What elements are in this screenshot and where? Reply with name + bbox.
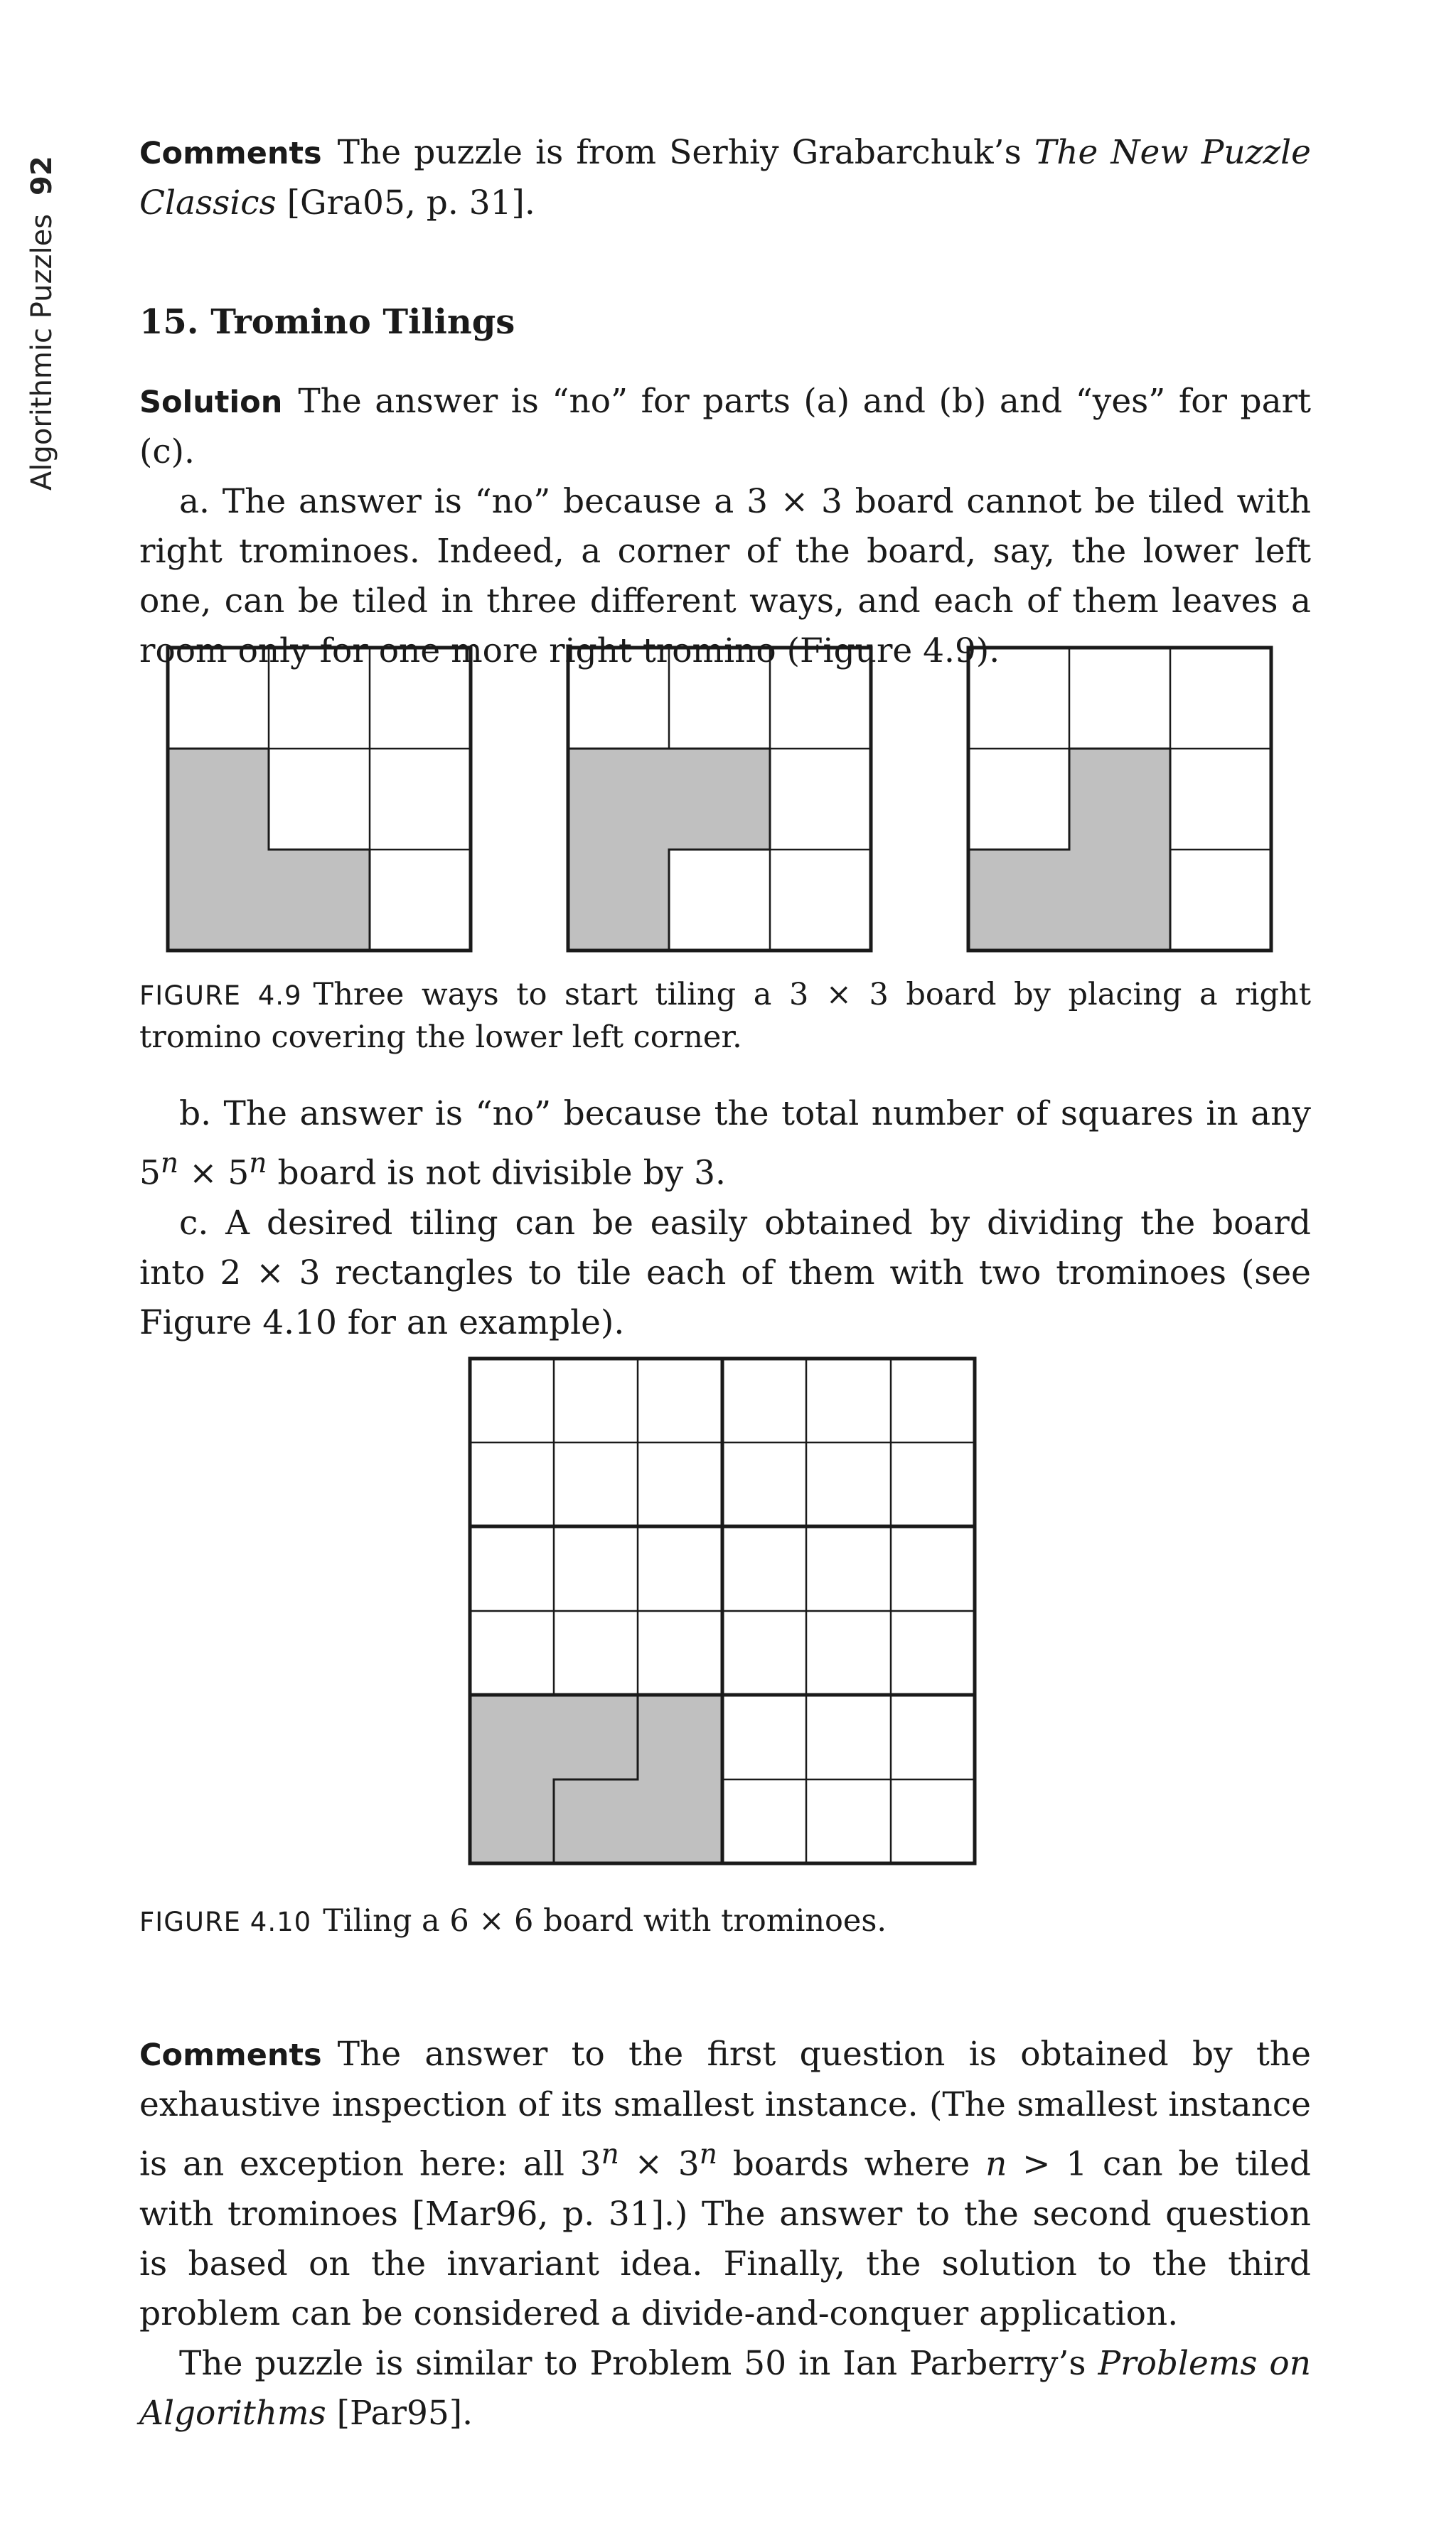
running-header — [26, 156, 58, 491]
part-c: c. A desired tiling can be easily obtained by dividing the board into 2 × 3 rectangles to tile each of them with two trominoes (see Figure 4.10 for an example). — [139, 1203, 1311, 1342]
part-b-text: × 5 — [178, 1153, 250, 1193]
board-1 — [168, 648, 471, 951]
comments-citation: [Gra05, p. 31]. — [276, 183, 535, 223]
section-title: Tromino Tilings — [210, 302, 515, 342]
comments-text: > 1 can be tiled with trominoes [Mar96, p. 31].) The answer to the second question is based on the invariant idea. Finally, the solution to the third problem can be considered a divide-and-conquer application. — [139, 2144, 1311, 2333]
part-b-text: b. The answer is “no” because the total number of squares in any 5 — [139, 1094, 1311, 1193]
bottom-comments — [139, 2030, 1311, 2438]
part-b-text: board is not divisible by 3. — [267, 1153, 726, 1193]
figure-caption-text: Tiling a 6 × 6 board with trominoes. — [323, 1903, 887, 1939]
figure-label: FIGURE 4.9 — [139, 980, 302, 1011]
part-b-exponent: n — [249, 1147, 267, 1179]
figure-4-10 — [466, 1354, 985, 1873]
book-title: Problems on Algorithms — [139, 2343, 1311, 2433]
solution-label: Solution — [139, 385, 283, 420]
part-b-exponent: n — [160, 1147, 179, 1179]
comments-text: The answer to the first question is obtained by the exhaustive inspection of its smallest instance. (The smallest instance is an exception here: all 3 — [139, 2035, 1311, 2184]
top-comments — [139, 128, 1311, 228]
solution-intro: The answer is “no” for parts (a) and (b) and “yes” for part (c). — [139, 382, 1311, 471]
comments-text: The puzzle is from Serhiy Grabarchuk’s — [337, 133, 1034, 172]
parts-b-c — [139, 1089, 1311, 1348]
exponent: n — [699, 2138, 717, 2170]
variable-n: n — [985, 2144, 1007, 2184]
figure-4-9 — [164, 643, 1315, 963]
part-a: a. The answer is “no” because a 3 × 3 board cannot be tiled with right trominoes. Indeed, a corner of the board, say, the lower left one, can be tiled in three different ways, and each of them leaves a room only for one more right tromino (Figure 4.9). — [139, 482, 1311, 670]
comments-citation: [Par95]. — [326, 2393, 473, 2433]
section-heading — [139, 302, 1311, 342]
solution-block — [139, 377, 1311, 676]
exponent: n — [601, 2138, 619, 2170]
comments-text: × 3 — [619, 2144, 700, 2184]
page-number: 92 — [26, 156, 58, 196]
comments-text: boards where — [717, 2144, 986, 2184]
section-number: 15. — [139, 302, 199, 342]
board-3 — [968, 648, 1271, 951]
comments-paragraph-2 — [139, 2339, 1311, 2438]
figure-label: FIGURE 4.10 — [139, 1907, 312, 1937]
book-title: The New Puzzle Classics — [139, 133, 1312, 223]
figure-4-9-caption — [139, 974, 1311, 1058]
figure-caption-text: Three ways to start tiling a 3 × 3 board by placing a right tromino covering the lower left corner. — [139, 977, 1311, 1055]
part-b — [139, 1089, 1311, 1199]
board-2 — [568, 648, 871, 951]
running-header-title: Algorithmic Puzzles — [26, 213, 58, 491]
comments-text: The puzzle is similar to Problem 50 in Ian Parberry’s — [179, 2343, 1098, 2383]
comments-label: Comments — [139, 136, 322, 171]
comments-label: Comments — [139, 2038, 322, 2073]
figure-4-10-caption — [139, 1900, 1311, 1943]
